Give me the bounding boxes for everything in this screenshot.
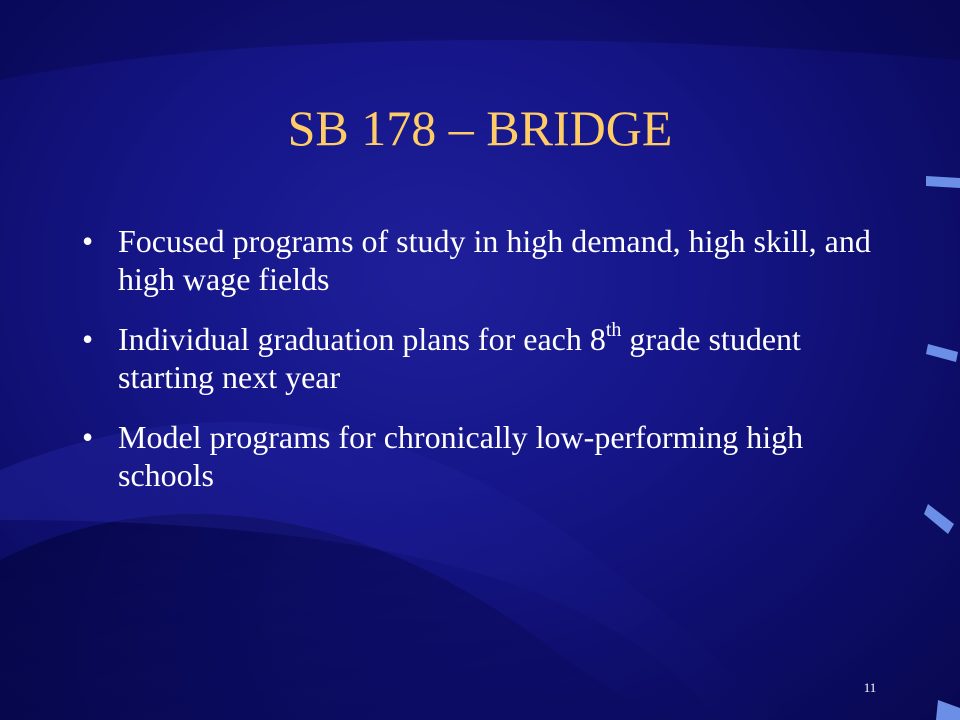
- bullet-text-start: Individual graduation plans for each 8: [118, 321, 606, 357]
- bullet-icon: •: [82, 223, 94, 259]
- edge-mark-4: [936, 700, 960, 720]
- bullet-text: [118, 321, 801, 395]
- bullet-icon: •: [82, 419, 94, 455]
- bullet-text: Focused programs of study in high demand, high skill, and high wage fields: [118, 223, 871, 297]
- edge-accent-marks: [920, 160, 960, 720]
- bullet-icon: •: [82, 321, 94, 357]
- bullet-item-2: [82, 320, 882, 396]
- bullet-list: [82, 222, 882, 516]
- ordinal-superscript: th: [605, 319, 622, 342]
- bullet-text: Model programs for chronically low-performing high schools: [118, 419, 804, 493]
- bullet-item-1: [82, 222, 882, 298]
- bullet-text-end: grade student starting next year: [118, 321, 801, 395]
- bullet-item-3: [82, 418, 882, 494]
- edge-mark-3: [924, 504, 954, 534]
- edge-mark-2: [926, 344, 958, 362]
- page-number: 11: [863, 680, 877, 695]
- slide-title: SB 178 – BRIDGE: [287, 100, 673, 156]
- edge-mark-1: [926, 176, 960, 188]
